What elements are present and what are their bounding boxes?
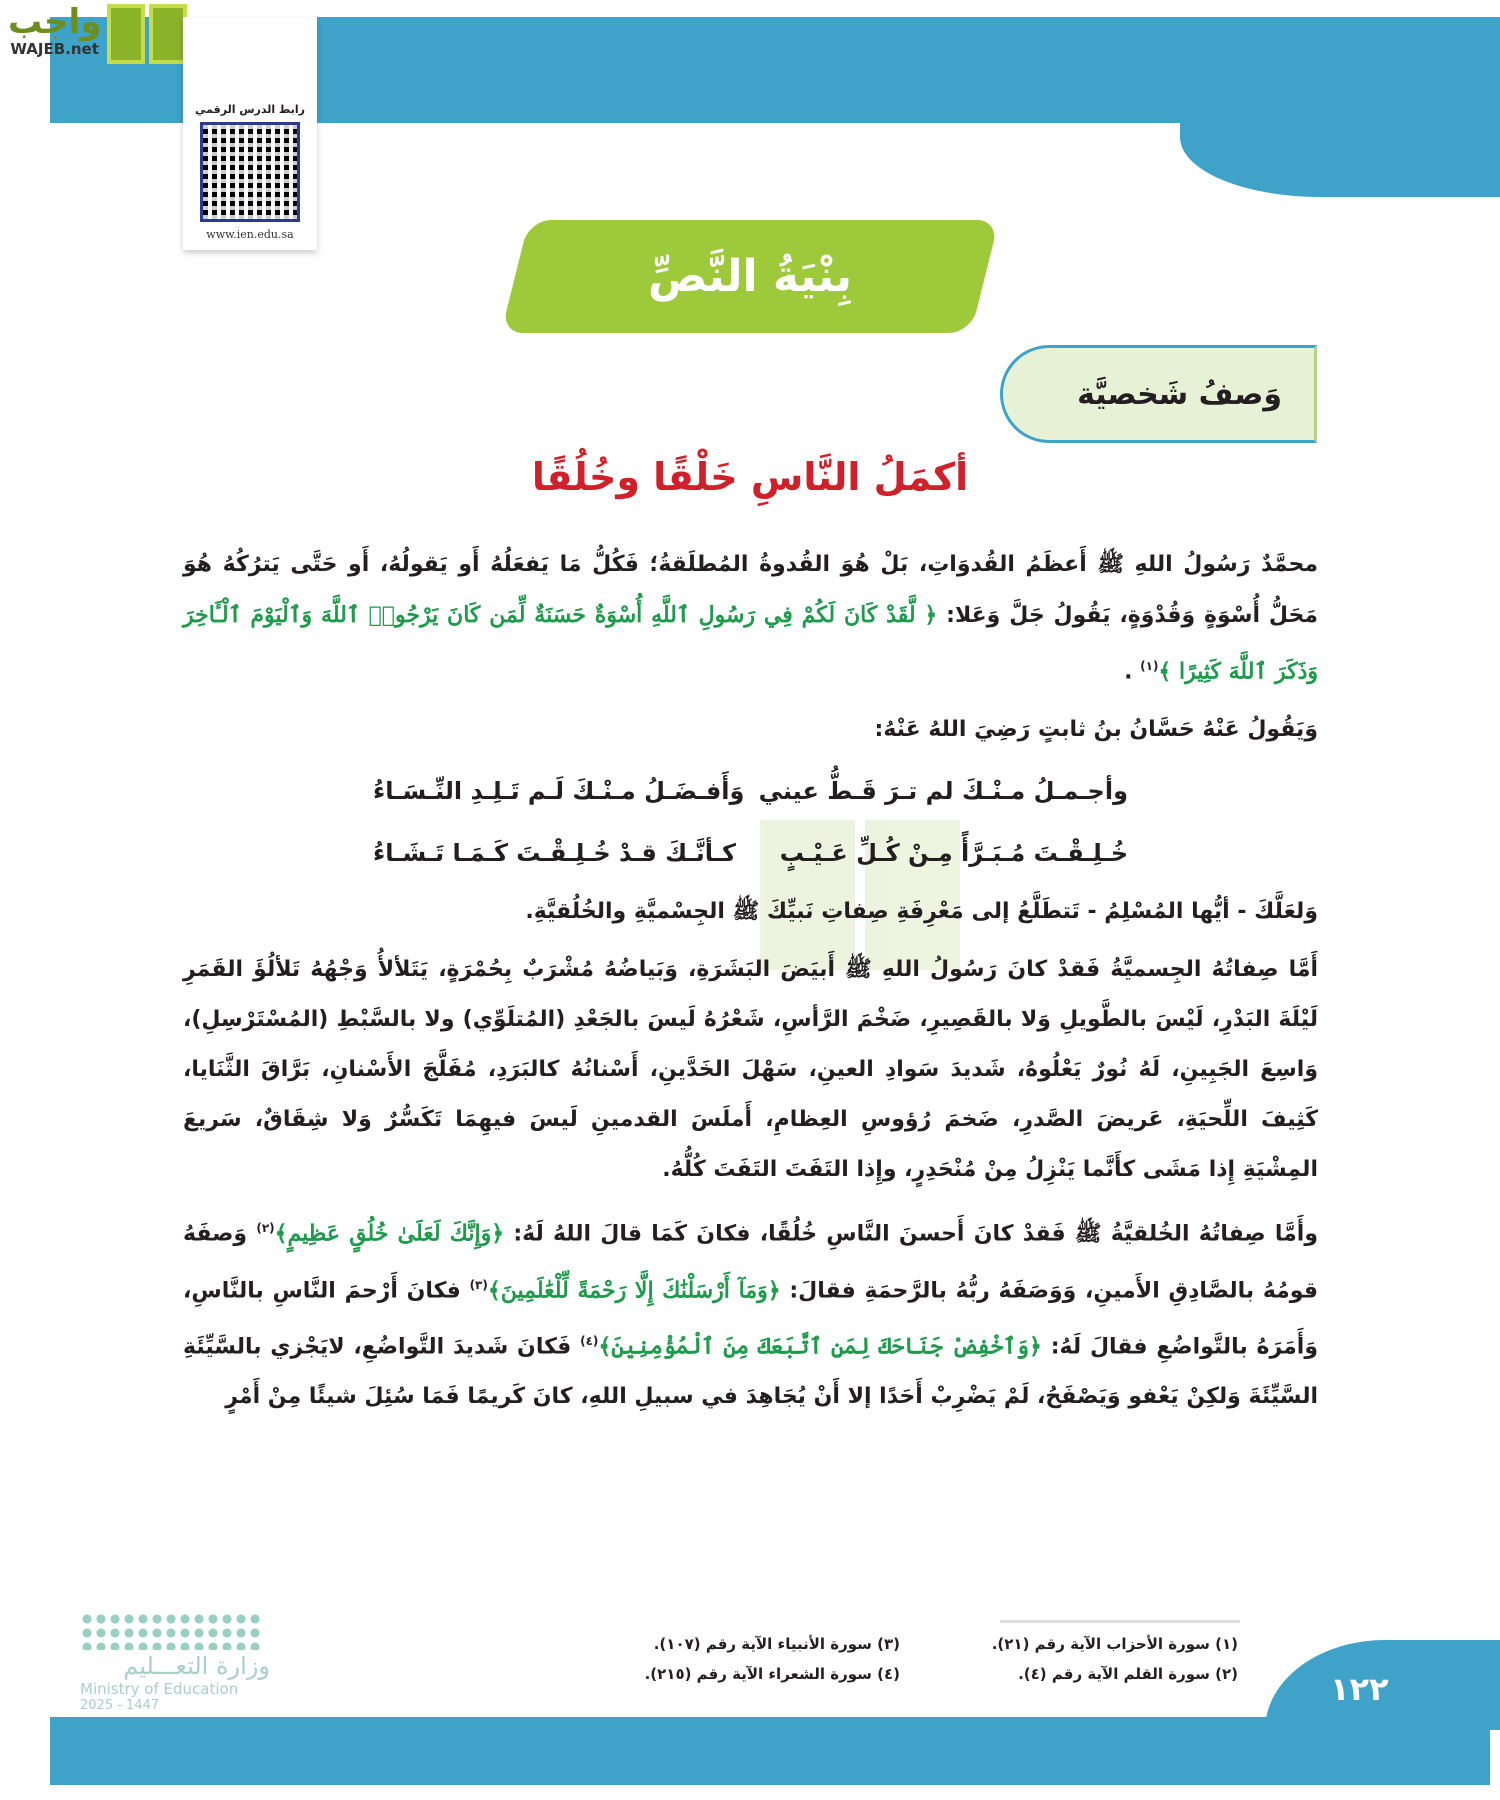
paragraph-2: وَلعَلَّكَ - أيُّها المُسْلِمُ - تَتطَلَّعُ إلى مَعْرِفَةِ صِفاتِ نَبيِّكَ ﷺ الجِسْميَّةِ والخُلُقيَّةِ. xyxy=(525,899,1318,925)
qr-code-icon[interactable] xyxy=(200,122,300,222)
quran-verse: ﴿وَمَآ أَرْسَلْنَٰكَ إِلَّا رَحْمَةً لِّلْعَٰلَمِينَ﴾ xyxy=(487,1276,781,1303)
para1-text: محمَّدٌ رَسُولُ اللهِ ﷺ أَعظَمُ القُدوَاتِ، بَلْ هُوَ القُدوةُ المُطلَقةُ؛ فَكُلُّ مَا يَفعَلُهُ أَو يَقولُهُ، أَو حَتَّى يَترُكُهُ هُوَ مَحَلُّ أُسْوَةٍ وَقُدْوَةٍ، يَقُولُ جَلَّ وَعَلا: xyxy=(183,552,1318,628)
article-body xyxy=(183,540,1318,1430)
qr-label: رابط الدرس الرقمي xyxy=(195,103,305,116)
ministry-logo xyxy=(80,1612,270,1714)
para4-text: وأَمَّا صِفاتُهُ الخُلقيَّةُ ﷺ فَقدْ كانَ أَحسنَ النَّاسِ خُلُقًا، فكانَ كَمَا قالَ اللهُ لَهُ: xyxy=(513,1221,1318,1247)
quran-verse: ﴿وَإِنَّكَ لَعَلَىٰ خُلُقٍ عَظِيمٍ﴾ xyxy=(274,1220,505,1247)
poem-hemistich: وَأَفـضَـلُ مـنْـكَ لَـم تَـلِـدِ النِّـسَـاءُ xyxy=(373,777,745,806)
footnote-divider xyxy=(1000,1620,1240,1623)
paragraph-4 xyxy=(183,1203,1318,1422)
header-band-curve xyxy=(1180,17,1500,197)
logo-text-en: WAJEB.net xyxy=(10,40,99,58)
poem-hemistich: وأجـمـلُ مـنْـكَ لم تـرَ قَـطُّ عيني xyxy=(758,777,1128,806)
poem-line xyxy=(183,825,1318,881)
book-icon xyxy=(107,4,187,64)
ministry-year: 2025 - 1447 xyxy=(80,1698,160,1713)
footnote: (١) سورة الأحزاب الآية رقم (٢١). xyxy=(991,1635,1238,1653)
poem-hemistich: خُـلِـقْـتَ مُـبَـرَّأً مِـنْ كُـلِّ عَـيْـبٍ xyxy=(779,839,1128,868)
section-title: بِنْيَةُ النَّصِّ xyxy=(647,251,853,302)
ministry-name-ar: وزارة التعـــليم xyxy=(123,1652,270,1680)
qr-url[interactable]: www.ien.edu.sa xyxy=(206,228,294,241)
wajeb-logo xyxy=(8,4,187,64)
ministry-name-en: Ministry of Education xyxy=(80,1680,239,1698)
footnote: (٣) سورة الأنبياء الآية رقم (١٠٧). xyxy=(653,1635,900,1653)
article-title: أكمَلُ النَّاسِ خَلْقًا وخُلُقًا xyxy=(531,455,969,499)
footnote-ref: (٣) xyxy=(469,1277,488,1292)
quran-verse: ﴿وَٱخْفِضْ جَنَاحَكَ لِمَنِ ٱتَّبَعَكَ مِنَ ٱلْمُؤْمِنِينَ﴾ xyxy=(598,1333,1042,1360)
footnote-ref: (٢) xyxy=(256,1221,275,1236)
digital-lesson-card[interactable] xyxy=(183,17,317,250)
poem-intro: وَيَقُولُ عَنْهُ حَسَّانُ بنُ ثابتٍ رَضِيَ اللهُ عَنْهُ: xyxy=(874,717,1318,743)
logo-text-ar: واجب xyxy=(8,2,102,42)
subsection-title: وَصفُ شَخصيَّة xyxy=(1077,376,1282,412)
para1-end: . xyxy=(1124,659,1133,685)
quran-verse: ﴿ لَّقَدْ كَانَ لَكُمْ فِي رَسُولِ ٱللَّهِ أُسْوَةٌ حَسَنَةٌ لِّمَن كَانَ يَرْجُوا۟ ٱللَّهَ وَٱلْيَوْمَ ٱلْـَٔاخِرَ وَذَكَرَ ٱللَّهَ كَثِيرًا ﴾ xyxy=(183,602,1318,685)
ministry-dots-icon xyxy=(80,1612,260,1650)
paragraph-3: أَمَّا صِفاتُهُ الجِسميَّةُ فَقدْ كانَ رَسُولُ اللهِ ﷺ أَبيَضَ البَشَرَةِ، وَبَياضُهُ مُشْرَبٌ بِحُمْرَةٍ، يَتَلألأُ وَجْهُهُ تَلألُؤَ القَمَرِ لَيْلَةَ البَدْرِ، لَيْسَ بالطَّويلِ وَلا بالقَصِيرِ، ضَخْمَ الرَّأسِ، شَعْرُهُ لَيسَ بالجَعْدِ (المُتلَوِّي) ولا بالسَّبْطِ (المُسْتَرْسِلِ)، وَاسِعَ الجَبِينِ، لَهُ نُورٌ يَعْلُوهُ، شَديدَ سَوادِ العينِ، سَهْلَ الخَدَّينِ، أَسْنانُهُ كالبَرَدِ، مُفَلَّجَ الأَسْنانِ، بَرَّاقَ الثَّنَايا، كَثِيفَ اللِّحيَةِ، عَريضَ الصَّدرِ، ضَخمَ رُؤوسِ العِظامِ، أَملَسَ القدمينِ لَيسَ فيهِمَا تَكَسُّرٌ وَلا شِقَاقٌ، سَريعَ المِشْيَةِ إِذا مَشَى كأَنَّما يَنْزِلُ مِنْ مُنْحَدِرٍ، وإِذا التَفَتَ التَفَتَ كُلُّهُ. xyxy=(183,957,1318,1183)
section-title-banner xyxy=(501,220,999,333)
subsection-pill xyxy=(1000,345,1317,443)
poem-line xyxy=(183,763,1318,819)
page-number: ١٢٢ xyxy=(1330,1670,1389,1708)
para4-text: وَصفَهُ قومُهُ بالصَّادِقِ الأَمينِ، وَوَصَفَهُ ربُّهُ بالرَّحمَةِ فقالَ: xyxy=(183,1221,1318,1303)
para4-text: فكانَ أَرْحمَ النَّاسِ بالنَّاسِ، وَأَمَرَهُ بالتَّواضُعِ فقالَ لَهُ: xyxy=(183,1277,1318,1360)
paragraph-1 xyxy=(183,540,1318,697)
footer-band xyxy=(50,1717,1490,1785)
footnote: (٢) سورة القلم الآية رقم (٤). xyxy=(1018,1665,1238,1683)
para4-text: فَكانَ شَديدَ التَّواضُعِ، لايَجْزي بالسَّيِّئَةِ السَّيِّئَةَ وَلكِنْ يَعْفو وَيَصْفَحُ، لَمْ يَضْرِبْ أَحَدًا إلا أَنْ يُجَاهِدَ في سبيلِ اللهِ، كانَ كَريمًا فَمَا سُئِلَ شيئًا مِنْ أَمْرٍ xyxy=(183,1334,1318,1410)
footnote: (٤) سورة الشعراء الآية رقم (٢١٥). xyxy=(644,1665,900,1683)
footnote-ref: (١) xyxy=(1140,659,1159,673)
poem-hemistich: كـأنَّـكَ قـدْ خُـلِـقْـتَ كَـمَـا تَـشَـاءُ xyxy=(373,839,736,868)
footnote-ref: (٤) xyxy=(580,1333,599,1348)
